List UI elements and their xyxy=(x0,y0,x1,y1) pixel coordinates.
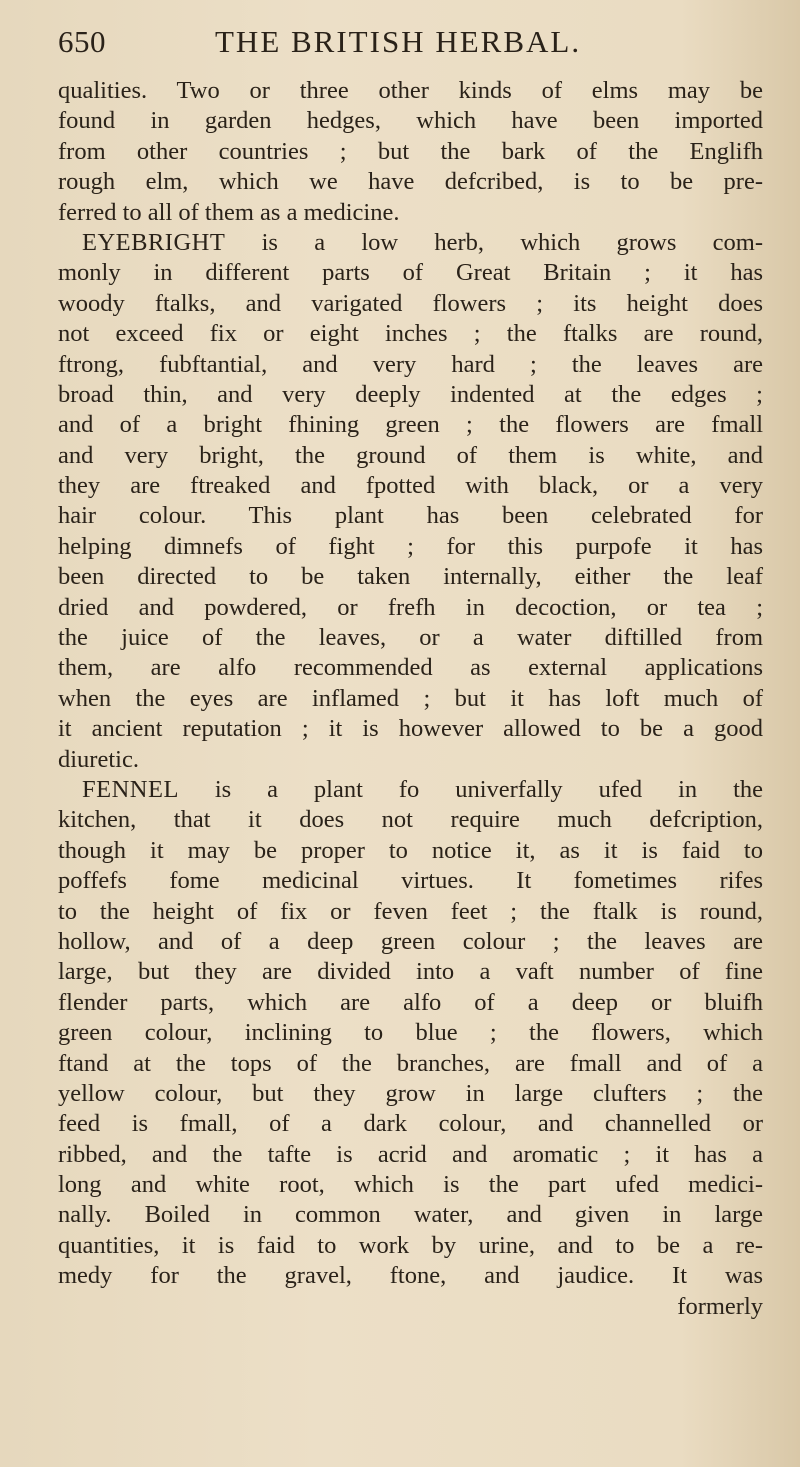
paragraph-first-line xyxy=(58,228,763,258)
text-line: been directed to be taken internally, either the leaf xyxy=(58,563,763,591)
page-header xyxy=(58,14,758,66)
running-head: THE BRITISH HERBAL. xyxy=(215,24,582,59)
text-line: nally. Boiled in common water, and given in large xyxy=(58,1201,763,1229)
text-line: feed is fmall, of a dark colour, and channelled or xyxy=(58,1110,763,1138)
text-line: broad thin, and very deeply indented at the edges ; xyxy=(58,380,763,408)
text-line: monly in different parts of Great Britain ; it has xyxy=(58,259,763,287)
body-text xyxy=(58,76,763,1322)
text-line: yellow colour, but they grow in large clufters ; the xyxy=(58,1079,763,1107)
text-line: quantities, it is faid to work by urine, and to be a re- xyxy=(58,1231,763,1259)
text-fragment: is a plant fo univerfally ufed in the xyxy=(178,775,763,803)
text-line: woody ftalks, and varigated flowers ; its height does xyxy=(58,289,763,317)
text-line: poffefs fome medicinal virtues. It fometimes rifes xyxy=(58,867,763,895)
headword-eyebright: EYEBRIGHT xyxy=(82,228,226,256)
text-line: green colour, inclining to blue ; the flowers, which xyxy=(58,1019,763,1047)
text-line: they are ftreaked and fpotted with black, or a very xyxy=(58,472,763,500)
text-line: not exceed fix or eight inches ; the ftalks are round, xyxy=(58,320,763,348)
text-line: large, but they are divided into a vaft number of fine xyxy=(58,958,763,986)
text-line: qualities. Two or three other kinds of elms may be xyxy=(58,77,763,104)
text-line: dried and powdered, or frefh in decoction, or tea ; xyxy=(58,593,763,621)
text-line: flender parts, which are alfo of a deep or bluifh xyxy=(58,988,763,1016)
text-line: helping dimnefs of fight ; for this purpofe it has xyxy=(58,532,763,560)
text-fragment: is a low herb, which grows com- xyxy=(225,228,763,256)
text-line: diuretic. xyxy=(58,745,139,773)
text-line: it ancient reputation ; it is however allowed to be a good xyxy=(58,715,763,743)
page-number: 650 xyxy=(58,24,106,59)
text-line: them, are alfo recommended as external applications xyxy=(58,654,763,682)
text-line: ferred to all of them as a medicine. xyxy=(58,198,400,226)
text-line: medy for the gravel, ftone, and jaudice. It was xyxy=(58,1262,763,1290)
headword-fennel: FENNEL xyxy=(82,775,179,803)
text-line: ribbed, and the tafte is acrid and aromatic ; it has a xyxy=(58,1140,763,1168)
text-line: hair colour. This plant has been celebrated for xyxy=(58,502,763,530)
text-line: found in garden hedges, which have been imported xyxy=(58,107,763,135)
text-line: ftand at the tops of the branches, are fmall and of a xyxy=(58,1049,763,1077)
text-line: to the height of fix or feven feet ; the ftalk is round, xyxy=(58,897,763,925)
text-line: when the eyes are inflamed ; but it has loft much of xyxy=(58,684,763,712)
text-line: hollow, and of a deep green colour ; the leaves are xyxy=(58,927,763,955)
catchword: formerly xyxy=(677,1292,763,1320)
text-line: rough elm, which we have defcribed, is to be pre- xyxy=(58,168,763,196)
text-line: the juice of the leaves, or a water diftilled from xyxy=(58,624,763,652)
text-line: and of a bright fhining green ; the flowers are fmall xyxy=(58,411,763,439)
text-line: and very bright, the ground of them is white, and xyxy=(58,441,763,469)
text-line: though it may be proper to notice it, as it is faid to xyxy=(58,836,763,864)
text-line: ftrong, fubftantial, and very hard ; the leaves are xyxy=(58,350,763,378)
text-line: long and white root, which is the part ufed medici- xyxy=(58,1171,763,1199)
text-line: from other countries ; but the bark of the Englifh xyxy=(58,137,763,165)
text-line: kitchen, that it does not require much defcription, xyxy=(58,806,763,834)
paragraph-first-line xyxy=(58,775,763,805)
